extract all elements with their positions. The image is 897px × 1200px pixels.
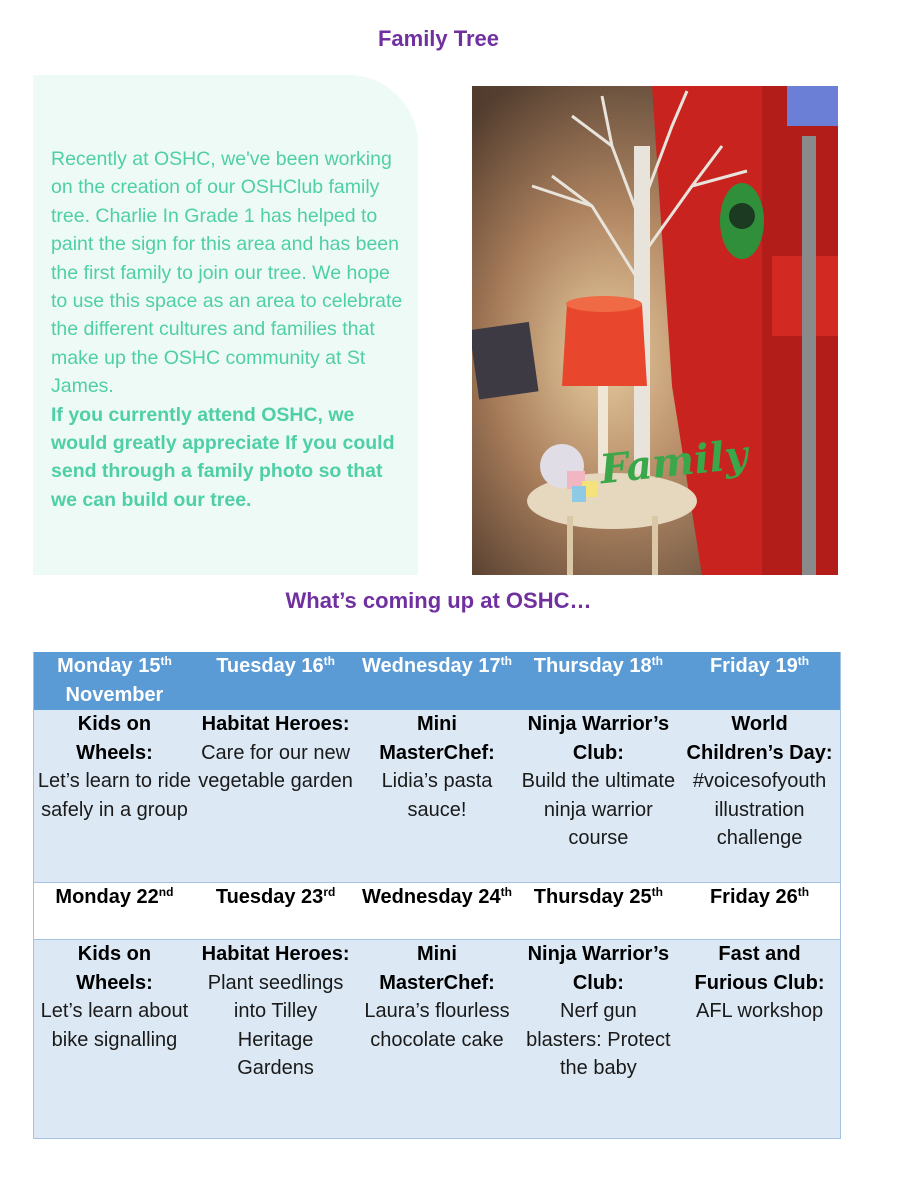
activity-cell: Kids on Wheels: Let’s learn to ride safely in a group: [34, 710, 195, 883]
schedule-table: [33, 652, 841, 1139]
family-tree-title: Family Tree: [377, 26, 500, 51]
activity-cell: Mini MasterChef: Lidia’s pasta sauce!: [356, 710, 517, 883]
family-tree-photo: [472, 86, 838, 575]
week1-header-row: [34, 652, 841, 710]
activity-cell: Mini MasterChef: Laura’s flourless chocolate cake: [356, 940, 517, 1139]
day-header: Friday 19th: [679, 652, 840, 710]
activity-cell: Kids on Wheels: Let’s learn about bike signalling: [34, 940, 195, 1139]
week1-activity-row: [34, 710, 841, 883]
day-header: Wednesday 24th: [356, 883, 517, 940]
activity-cell: Ninja Warrior’s Club: Nerf gun blasters: Protect the baby: [518, 940, 679, 1139]
activity-cell: Ninja Warrior’s Club: Build the ultimate ninja warrior course: [518, 710, 679, 883]
day-header: Tuesday 16th: [195, 652, 356, 710]
activity-cell: World Children’s Day: #voicesofyouth illustration challenge: [679, 710, 840, 883]
day-header: Monday 15th November: [34, 652, 195, 710]
intro-text: [51, 145, 406, 514]
upcoming-title: What’s coming up at OSHC…: [285, 588, 592, 613]
day-header: Thursday 25th: [518, 883, 679, 940]
week2-activity-row: [34, 940, 841, 1139]
activity-cell: Habitat Heroes: Plant seedlings into Tilley Heritage Gardens: [195, 940, 356, 1139]
intro-bold-paragraph: If you currently attend OSHC, we would greatly appreciate If you could send through a family photo so that we can build our tree.: [51, 403, 395, 511]
activity-cell: Fast and Furious Club: AFL workshop: [679, 940, 840, 1139]
day-header: Tuesday 23rd: [195, 883, 356, 940]
intro-paragraph: Recently at OSHC, we've been working on the creation of our OSHClub family tree. Charlie In Grade 1 has helped to paint the sign for this area and has been the first family to join our tree. We hope to use this space as an area to celebrate the different cultures and families that make up the OSHC community at St James.: [51, 148, 403, 398]
day-header: Monday 22nd: [34, 883, 195, 940]
day-header: Friday 26th: [679, 883, 840, 940]
day-header: Wednesday 17th: [356, 652, 517, 710]
week2-header-row: [34, 883, 841, 940]
activity-cell: Habitat Heroes: Care for our new vegetable garden: [195, 710, 356, 883]
day-header: Thursday 18th: [518, 652, 679, 710]
family-sign-text: Family: [597, 431, 750, 494]
